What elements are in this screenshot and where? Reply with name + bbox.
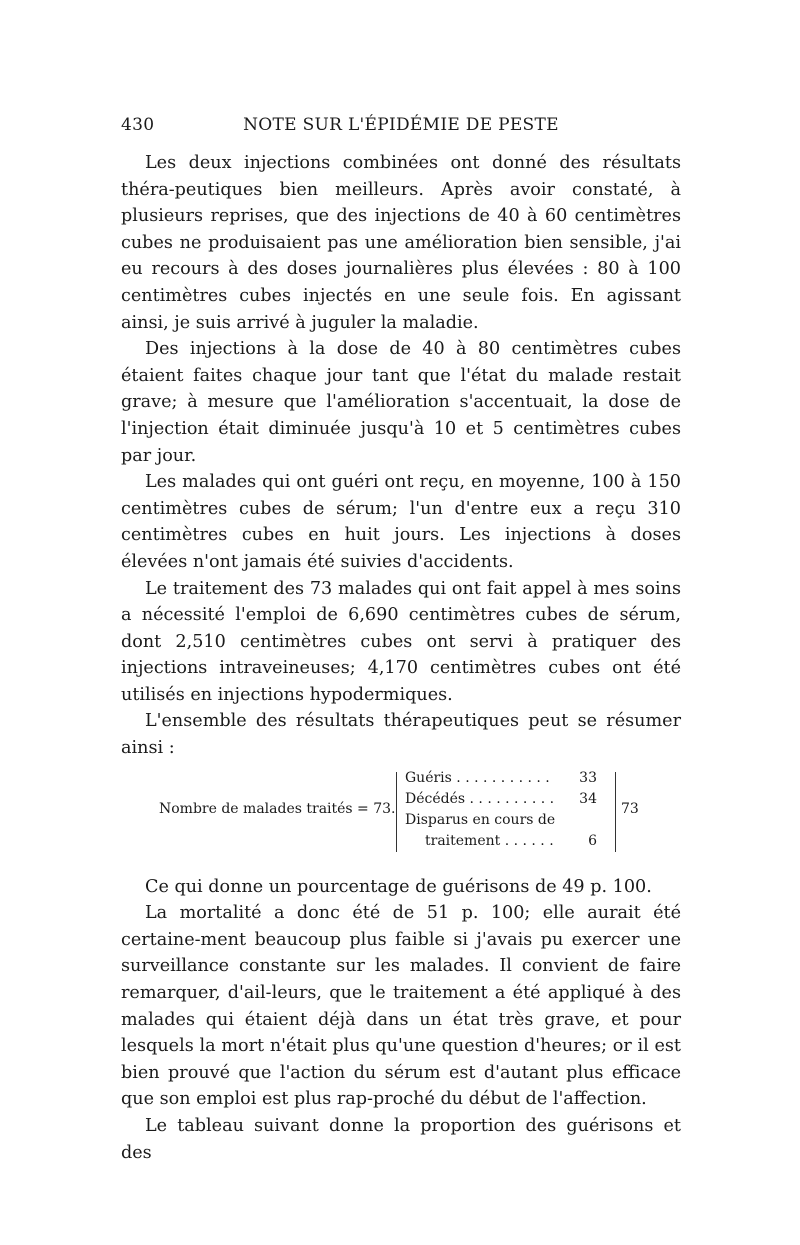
running-title: NOTE SUR L'ÉPIDÉMIE DE PESTE [243,115,559,135]
left-brace [396,772,403,852]
paragraph: Les malades qui ont guéri ont reçu, en moyenne, 100 à 150 centimètres cubes de sérum; l'un d'entre eux a reçu 310 centimètres cubes en huit jours. Les injections à doses élevées n'ont jamais été suivies d'accidents. [121,472,681,572]
paragraph: Le tableau suivant donne la proportion des guérisons et des [121,1116,681,1163]
paragraph: La mortalité a donc été de 51 p. 100; elle aurait été certaine-ment beaucoup plus faible si j'avais pu exercer une surveillance constante sur les malades. Il convient de faire remarquer, d'ail-leurs, que le traitement a été appliqué à des malades qui étaient déjà dans un état très grave, et pour lesquels la mort n'était plus qu'une question d'heures; or il est bien prouvé que l'action du sérum est d'autant plus efficace que son emploi est plus rap-proché du début de l'affection. [121,903,681,1110]
summary-item-value: 33 [579,769,597,786]
summary-total: 73 [621,800,639,817]
summary-items [405,768,605,852]
page-number: 430 [121,115,155,135]
paragraph: Les deux injections combinées ont donné des résultats théra-peutiques bien meilleurs. Après avoir constaté, à plusieurs reprises, que des injections de 40 à 60 centimètres cubes ne produisaient pas une amélioration bien sensible, j'ai eu recours à des doses journalières plus élevées : 80 à 100 centimètres cubes injectés en une seule fois. En agissant ainsi, je suis arrivé à juguler la maladie. [121,153,681,333]
paragraph: Le traitement des 73 malades qui ont fait appel à mes soins a nécessité l'emploi de 6,690 centimètres cubes de sérum, dont 2,510 centimètres cubes ont servi à pratiquer des injections intraveineuses; 4,170 centimètres cubes ont été utilisés en injections hypodermiques. [121,578,681,705]
paragraph: Des injections à la dose de 40 à 80 centimètres cubes étaient faites chaque jour tant que l'état du malade restait grave; à mesure que l'amélioration s'accentuait, la dose de l'injection était diminuée jusqu'à 10 et 5 centimètres cubes par jour. [121,339,681,466]
body-text [121,150,681,1166]
summary-label: Nombre de malades traités = 73. [159,800,396,817]
summary-item [405,768,605,789]
summary-item-value: 6 [588,832,597,849]
paragraph: Ce qui donne un pourcentage de guérisons de 49 p. 100. [145,876,652,897]
paragraph: L'ensemble des résultats thérapeutiques peut se résumer ainsi : [121,711,681,759]
running-header [121,115,681,139]
summary-item [405,789,605,810]
summary-item-label: Décédés . . . . . . . . . . [405,790,555,807]
right-brace [609,772,616,852]
results-summary [121,768,681,860]
summary-item [405,810,605,831]
summary-item [405,831,605,852]
summary-item-label: Disparus en cours de [405,811,556,828]
summary-item-label: traitement . . . . . . [425,832,554,849]
summary-item-label: Guéris . . . . . . . . . . . [405,769,550,786]
summary-item-value: 34 [579,790,597,807]
